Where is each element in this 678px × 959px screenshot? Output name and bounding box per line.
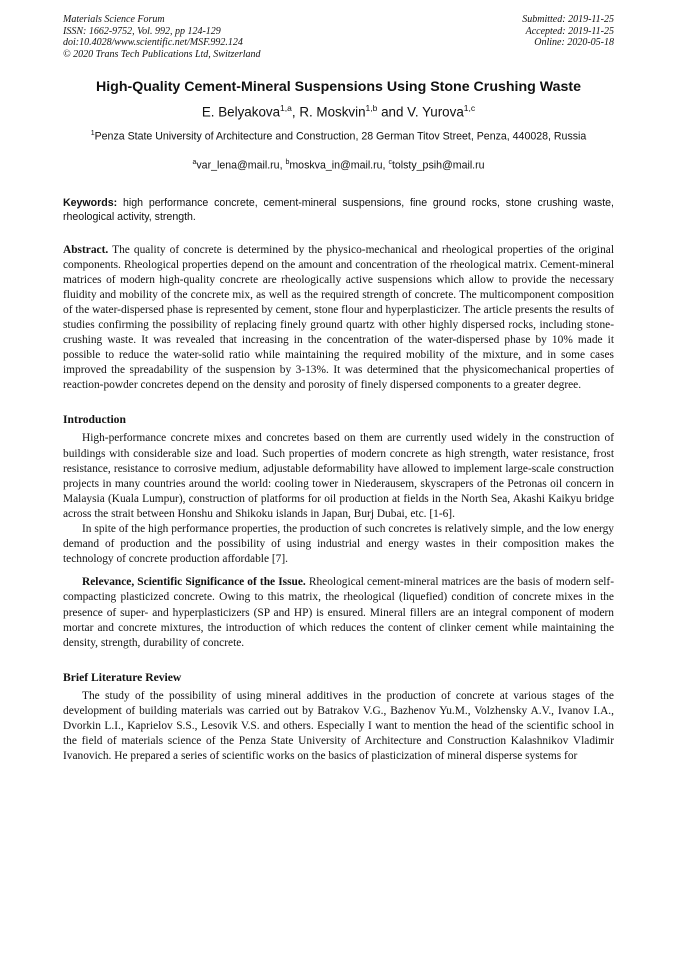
section-heading-introduction: Introduction: [63, 413, 126, 427]
journal-copyright: © 2020 Trans Tech Publications Ltd, Switzerland: [63, 48, 261, 60]
date-accepted: Accepted: 2019-11-25: [525, 25, 614, 37]
author-affiliation-mark: 1,a: [280, 103, 292, 113]
keywords: [63, 196, 614, 224]
paper-title: High-Quality Cement-Mineral Suspensions Using Stone Crushing Waste: [95, 79, 582, 95]
publication-dates: [522, 14, 614, 49]
journal-info: [63, 14, 261, 60]
abstract: [63, 243, 614, 394]
author-name: R. Moskvin: [299, 104, 366, 120]
keywords-text: high performance concrete, cement-mineral suspensions, fine ground rocks, stone crushing waste, rheological activity, strength.: [63, 196, 614, 223]
paragraph: The study of the possibility of using mineral additives in the production of concrete at various stages of the development of building materials was carried out by Batrakov V.G., Bazhenov Yu.M., Volzhensky A.V., Ivanov I.A., Dvorkin L.I., Kaprielov S.S., Lesovik V.S. and others. Especially I want to mention the head of the scientific school in the field of materials science of the Penza State University of Architecture and Construction Kalashnikov Vladimir Ivanovich. He prepared a series of scientific works on the basics of plasticization of mineral disperse systems for: [63, 689, 614, 763]
paragraph: High-performance concrete mixes and concretes based on them are currently used widely in the construction of buildings with considerable size and load. Such properties of modern concrete as high strength, water resistance, frost resistance, resistance to corrosive medium, adjustable deformability have allowed to implement large-scale construction projects in many countries around the world: cooling tower in Niederausem, skyscrapers of the Petronas oil concern in Malaysia (Kuala Lumpur), construction of platforms for oil production at fields in the North Sea, Akashi Kaikyu bridge across the strait between Honshu and Shikoku islands in Japan, Burj Dubai, etc. [1-6].: [63, 432, 614, 520]
author-affiliation-mark: 1,c: [463, 103, 476, 113]
affiliation: [69, 127, 608, 144]
date-submitted: Submitted: 2019-11-25: [522, 14, 614, 25]
author-name: E. Belyakova: [201, 104, 281, 120]
author-emails: [63, 156, 614, 173]
author-separator: and: [377, 104, 408, 120]
author-separator: ,: [291, 104, 300, 120]
abstract-text: The quality of concrete is determined by the physico-mechanical and rheological properties of the original components. Rheological properties depend on the amount and concentration of the rheological matrix. Cement-mineral matrices of modern high-quality concrete are rheologically active suspensions which allow to provide the necessary fluidity and mobility of the concrete mix, as well as the required strength of concrete. The multicomponent composition of the water-dispersed phase is represented by cement, stone flour and hyperplasticizer. The article presents the results of studies confirming the possibility of replacing finely ground quartz with other highly dispersed rocks, including stone-crushing waste. It was revealed that increasing in the concentration of the water-dispersed phase by 10% made it possible to reduce the water-solid ratio while maintaining the required mobility of the mixture, and in some cases improved the spreadability of the suspension by 3-13%. It was determined that the physicomechanical properties of reaction-powder concretes depend on the density and porosity of finely dispersed components to a greater degree.: [63, 243, 614, 392]
affiliation-text: Penza State University of Architecture and Construction, 28 German Titov Street, Penza, 440028, Russia: [94, 131, 587, 143]
author-list: [63, 99, 614, 121]
email-separator: ,: [382, 159, 389, 172]
literature-review-section: [63, 689, 614, 764]
keywords-label: Keywords:: [63, 196, 118, 209]
email-mark: c: [388, 159, 392, 166]
section-heading-literature-review: Brief Literature Review: [63, 670, 182, 684]
author-affiliation-mark: 1,b: [365, 103, 378, 113]
journal-doi: doi:10.4028/www.scientific.net/MSF.992.124: [63, 37, 243, 48]
email-address[interactable]: var_lena@mail.ru: [196, 159, 280, 172]
email-address[interactable]: tolsty_psih@mail.ru: [391, 159, 485, 172]
paragraph: In spite of the high performance properties, the production of such concretes is relatively simple, and the low energy demand of production and the possibility of using industrial and energy wastes in their composition makes the technology of concrete production affordable [7].: [63, 523, 614, 566]
paragraph-text: Rheological cement-mineral matrices are the basis of modern self-compacting plasticized concrete. Owing to this matrix, the rheological (liquefied) condition of concrete mixes in the presence of super- and hyperplasticizers (SP and HP) is ensured. Mineral fillers are an integral component of modern mortar and concrete mixtures, the introduction of which reduces the content of clinker cement while maintaining the density, strength, durability of concrete.: [63, 576, 614, 649]
email-address[interactable]: moskva_in@mail.ru: [289, 159, 383, 172]
journal-header: [63, 14, 614, 66]
paragraph: [63, 575, 614, 650]
author-name: V. Yurova: [407, 104, 464, 120]
email-mark: a: [192, 159, 197, 166]
inline-heading: Relevance, Scientific Significance of the Issue.: [82, 576, 306, 589]
abstract-label: Abstract.: [63, 243, 109, 256]
journal-name: Materials Science Forum: [63, 14, 165, 25]
paper-page: [63, 14, 614, 764]
affiliation-mark: 1: [90, 130, 95, 138]
introduction-section: [63, 431, 614, 650]
email-separator: ,: [279, 159, 286, 172]
email-mark: b: [285, 159, 290, 166]
journal-issn: ISSN: 1662-9752, Vol. 992, pp 124-129: [63, 25, 221, 37]
date-online: Online: 2020-05-18: [534, 37, 614, 48]
